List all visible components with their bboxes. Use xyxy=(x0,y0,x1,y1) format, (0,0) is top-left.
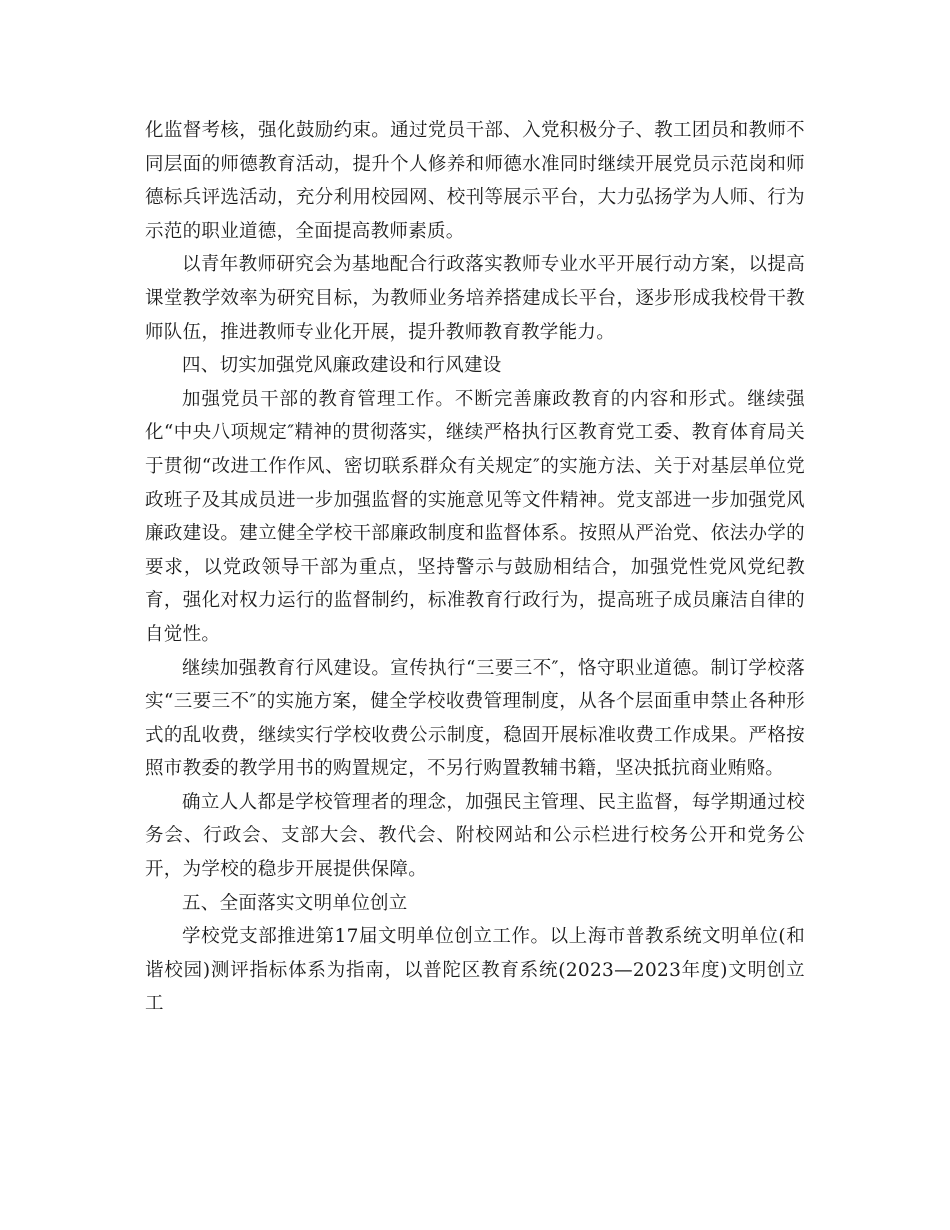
paragraph-young-teachers: 以青年教师研究会为基地配合行政落实教师专业水平开展行动方案，以提高课堂教学效率为研究目标，为教师业务培养搭建成长平台，逐步形成我校骨干教师队伍，推进教师专业化开展，提升教师教育教学能力。 xyxy=(145,254,805,343)
paragraph-civilized-unit: 学校党支部推进第17届文明单位创立工作。以上海市普教系统文明单位(和谐校园)测评指标体系为指南，以普陀区教育系统(2023—2023年度)文明创立工 xyxy=(145,926,805,1015)
paragraph-democratic-management: 确立人人都是学校管理者的理念，加强民主管理、民主监督，每学期通过校务会、行政会、支部大会、教代会、附校网站和公示栏进行校务公开和党务公开，为学校的稳步开展提供保障。 xyxy=(145,791,805,881)
document-body xyxy=(145,114,805,1021)
paragraph-education-ethics: 继续加强教育行风建设。宣传执行“三要三不″，恪守职业道德。制订学校落实“三要三不″的实施方案，健全学校收费管理制度，从各个层面重申禁止各种形式的乱收费，继续实行学校收费公示制度，稳固开展标准收费工作成果。严格按照市教委的教学用书的购置规定，不另行购置教辅书籍，坚决抵抗商业贿赂。 xyxy=(145,657,805,780)
paragraph-party-integrity: 加强党员干部的教育管理工作。不断完善廉政教育的内容和形式。继续强化“中央八项规定″精神的贯彻落实，继续严格执行区教育党工委、教育体育局关于贯彻“改进工作作风、密切联系群众有关规定″的实施方法、关于对基层单位党政班子及其成员进一步加强监督的实施意见等文件精神。党支部进一步加强党风廉政建设。建立健全学校干部廉政制度和监督体系。按照从严治党、依法办学的要求，以党政领导干部为重点，坚持警示与鼓励相结合，加强党性党风党纪教育，强化对权力运行的监督制约，标准教育行政行为，提高班子成员廉洁自律的自觉性。 xyxy=(145,388,805,645)
section-heading-5: 五、全面落实文明单位创立 xyxy=(182,892,408,914)
paragraph-supervision-continued: 化监督考核，强化鼓励约束。通过党员干部、入党积极分子、教工团员和教师不同层面的师德教育活动，提升个人修养和师德水准同时继续开展党员示范岗和师德标兵评选活动，充分利用校园网、校刊等展示平台，大力弘扬学为人师、行为示范的职业道德，全面提高教师素质。 xyxy=(145,120,805,242)
section-heading-4: 四、切实加强党风廉政建设和行风建设 xyxy=(182,355,502,377)
